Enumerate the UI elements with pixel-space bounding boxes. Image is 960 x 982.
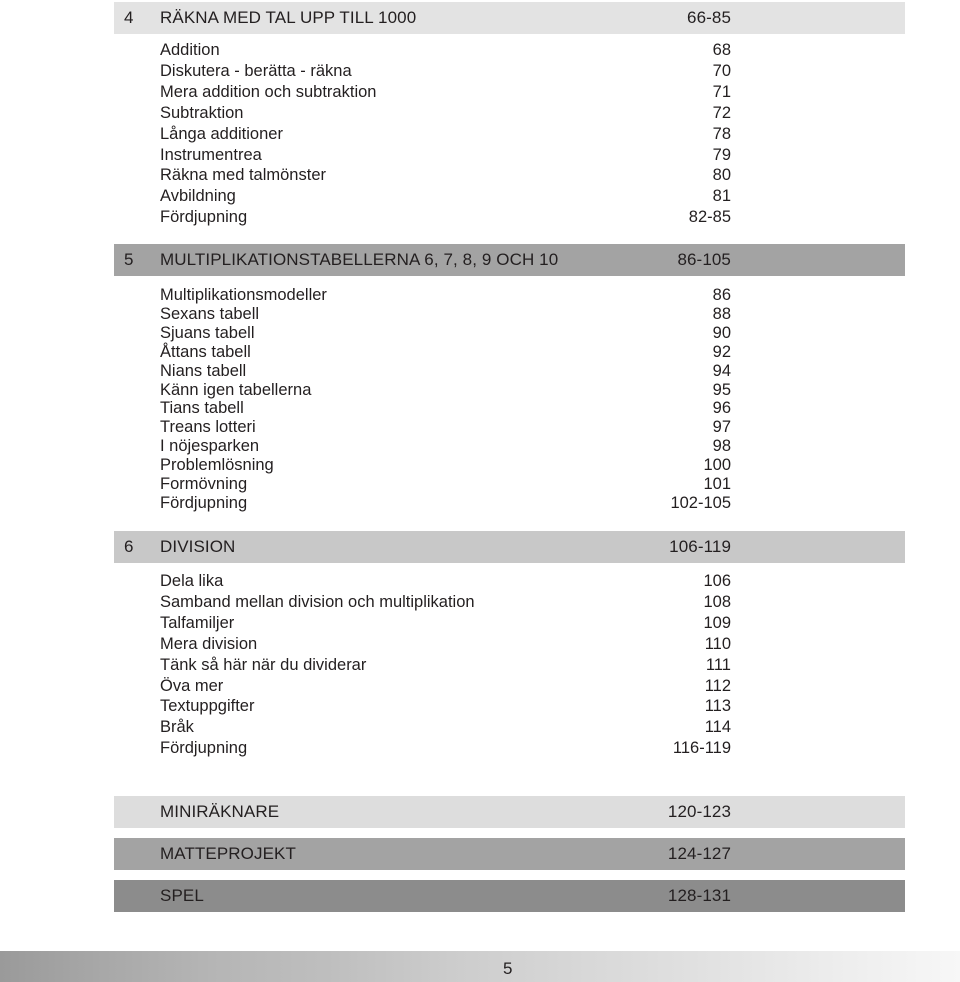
item-page: 94 (712, 361, 731, 380)
list-item[interactable] (160, 286, 731, 305)
item-label: Fördjupning (160, 208, 248, 227)
section-number: 6 (124, 537, 134, 556)
list-item[interactable] (160, 437, 731, 456)
item-page: 108 (703, 592, 731, 611)
section-pages: 106-119 (669, 537, 731, 556)
item-page: 110 (704, 634, 731, 653)
item-page: 86 (712, 286, 731, 304)
extra-section-matteprojekt[interactable] (114, 838, 905, 870)
list-item[interactable] (160, 165, 731, 186)
item-page: 81 (712, 187, 731, 206)
item-page: 70 (712, 61, 731, 80)
item-page: 112 (704, 676, 731, 695)
list-item[interactable] (160, 324, 731, 343)
item-label: Subtraktion (160, 103, 244, 122)
item-page: 90 (712, 323, 731, 342)
list-item[interactable] (160, 738, 731, 759)
item-label: Problemlösning (160, 456, 274, 475)
section-pages: 66-85 (687, 8, 731, 27)
section-title: MINIRÄKNARE (160, 802, 280, 821)
item-page: 71 (712, 82, 731, 101)
footer-gradient-strip (0, 951, 960, 982)
list-item[interactable] (160, 362, 731, 381)
section-title: RÄKNA MED TAL UPP TILL 1000 (160, 8, 417, 27)
item-label: Bråk (160, 718, 194, 737)
item-label: Textuppgifter (160, 697, 255, 716)
list-item[interactable] (160, 592, 731, 613)
list-item[interactable] (160, 103, 731, 124)
list-item[interactable] (160, 343, 731, 362)
section-title: MATTEPROJEKT (160, 844, 296, 863)
item-label: Långa additioner (160, 124, 283, 143)
item-label: Öva mer (160, 676, 224, 695)
extra-section-spel[interactable] (114, 880, 905, 912)
item-label: Fördjupning (160, 493, 248, 512)
item-label: Fördjupning (160, 739, 248, 758)
item-label: Treans lotteri (160, 418, 256, 437)
list-item[interactable] (160, 61, 731, 82)
item-page: 80 (712, 166, 731, 185)
section-title: MULTIPLIKATIONSTABELLERNA 6, 7, 8, 9 OCH 10 (160, 250, 559, 269)
item-label: Känn igen tabellerna (160, 380, 312, 399)
section-title: SPEL (160, 886, 204, 905)
item-label: Instrumentrea (160, 145, 262, 164)
item-label: Talfamiljer (160, 613, 235, 632)
item-page: 100 (703, 456, 731, 475)
item-label: Nians tabell (160, 361, 247, 380)
item-label: Räkna med talmönster (160, 166, 326, 185)
item-page: 72 (712, 103, 731, 122)
item-page: 97 (712, 418, 731, 437)
list-item[interactable] (160, 207, 731, 228)
item-page: 78 (712, 124, 731, 143)
item-label: Tians tabell (160, 399, 244, 418)
item-page: 68 (712, 41, 731, 59)
section-pages: 86-105 (677, 250, 731, 269)
list-item[interactable] (160, 82, 731, 103)
list-item[interactable] (160, 305, 731, 324)
item-page: 113 (704, 697, 731, 716)
item-label: Multiplikationsmodeller (160, 286, 327, 304)
list-item[interactable] (160, 571, 731, 592)
section-title: DIVISION (160, 537, 236, 556)
item-label: Addition (160, 41, 220, 59)
list-item[interactable] (160, 186, 731, 207)
section-pages: 128-131 (667, 886, 731, 905)
section-4-list (160, 40, 731, 228)
item-page: 98 (712, 437, 731, 456)
item-page: 82-85 (688, 208, 731, 227)
list-item[interactable] (160, 634, 731, 655)
list-item[interactable] (160, 613, 731, 634)
extra-section-miniraknare[interactable] (114, 796, 905, 828)
section-number: 4 (124, 8, 134, 27)
item-page: 102-105 (670, 493, 731, 512)
section-header-6[interactable] (114, 531, 905, 563)
section-header-5[interactable] (114, 244, 905, 276)
section-number: 5 (124, 250, 134, 269)
list-item[interactable] (160, 655, 731, 676)
list-item[interactable] (160, 717, 731, 738)
item-page: 111 (705, 655, 731, 674)
item-page: 109 (703, 613, 731, 632)
list-item[interactable] (160, 40, 731, 61)
item-label: Mera addition och subtraktion (160, 82, 377, 101)
section-pages: 124-127 (667, 844, 731, 863)
item-label: Samband mellan division och multiplikation (160, 592, 475, 611)
section-5-list (160, 286, 731, 513)
list-item[interactable] (160, 145, 731, 166)
list-item[interactable] (160, 494, 731, 513)
item-label: Dela lika (160, 572, 224, 590)
list-item[interactable] (160, 399, 731, 418)
list-item[interactable] (160, 696, 731, 717)
item-page: 79 (712, 145, 731, 164)
item-page: 106 (703, 572, 731, 590)
item-page: 114 (704, 718, 731, 737)
item-label: I nöjesparken (160, 437, 260, 456)
item-page: 96 (712, 399, 731, 418)
section-header-4[interactable] (114, 2, 905, 34)
list-item[interactable] (160, 124, 731, 145)
list-item[interactable] (160, 418, 731, 437)
item-page: 95 (712, 380, 731, 399)
item-label: Sjuans tabell (160, 323, 255, 342)
item-page: 88 (712, 304, 731, 323)
item-page: 116-119 (672, 739, 731, 758)
item-page: 92 (712, 342, 731, 361)
page-number: 5 (503, 959, 513, 978)
list-item[interactable] (160, 676, 731, 697)
section-6-list (160, 571, 731, 759)
list-item[interactable] (160, 456, 731, 475)
list-item[interactable] (160, 381, 731, 400)
list-item[interactable] (160, 475, 731, 494)
item-label: Formövning (160, 475, 248, 494)
item-label: Åttans tabell (160, 342, 251, 361)
item-label: Tänk så här när du dividerar (160, 655, 367, 674)
section-pages: 120-123 (667, 802, 731, 821)
item-label: Sexans tabell (160, 304, 260, 323)
item-label: Diskutera - berätta - räkna (160, 61, 352, 80)
item-label: Mera division (160, 634, 258, 653)
item-page: 101 (703, 475, 731, 494)
item-label: Avbildning (160, 187, 236, 206)
